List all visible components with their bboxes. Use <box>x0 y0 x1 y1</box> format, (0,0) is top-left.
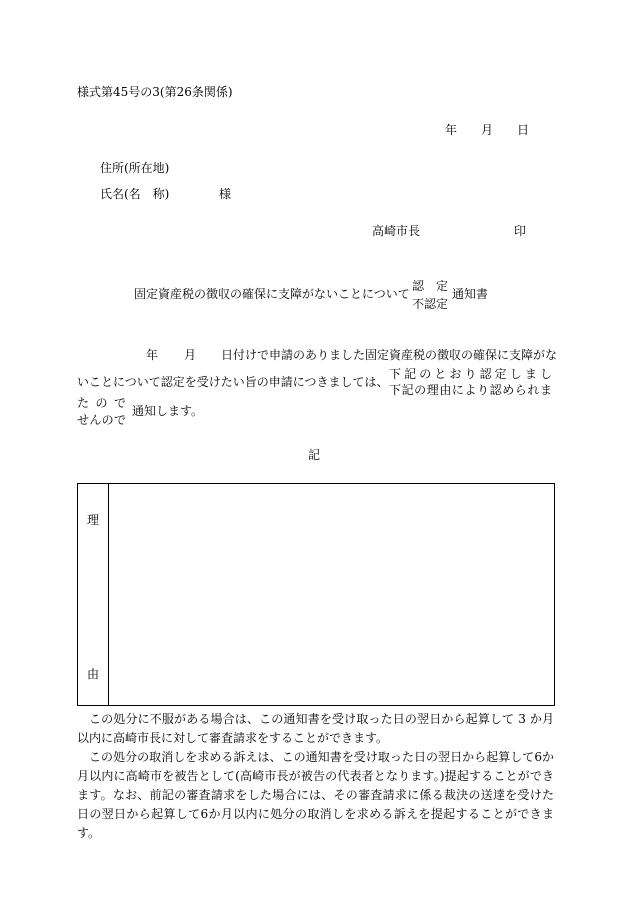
notice-paragraph-appeal: この処分に不服がある場合は、この通知書を受け取った日の翌日から起算して 3 か月以内に高崎市長に対して審査請求をすることができます。 <box>77 712 554 745</box>
body-closing: 通知します。 <box>132 404 204 418</box>
title-option-not-approved: 不認定 <box>412 297 449 311</box>
reason-box <box>77 483 555 706</box>
issuer-title: 高崎市長 <box>372 224 421 238</box>
form-number: 様式第45号の3(第26条関係) <box>77 85 233 99</box>
body-date-year: 年 <box>146 348 159 362</box>
date-day-label: 日 <box>517 123 530 137</box>
reason-label-bottom: 由 <box>87 667 100 681</box>
name-label: 氏名(名 称) <box>100 187 170 201</box>
body-choice-b-line2: せ ん の で <box>77 413 126 427</box>
notice-paragraph-lawsuit: この処分の取消しを求める訴えは、この通知書を受け取った日の翌日から起算して6か月以内に高崎市を被告として(高崎市長が被告の代表者となります。)提起することができます。なお、前記の審査請求をした場合には、その審査請求に係る裁決の送達を受けた日の翌日から起算して6か月以内に処分の取消しを求める訴えを提起することができます。 <box>77 750 554 840</box>
seal-mark: 印 <box>514 224 527 238</box>
body-choice-a-line1: 下 記 の と お り 認 定 し ま し <box>389 367 552 381</box>
title-prefix: 固定資産税の徴収の確保に支障がないことについて <box>134 287 410 301</box>
date-month-label: 月 <box>481 123 494 137</box>
body-choice-a-line2: た の で <box>77 396 126 410</box>
date-year-label: 年 <box>445 123 458 137</box>
reason-label-top: 理 <box>87 513 100 527</box>
body-choice-b-line1: 下 記 の 理 由 に よ り 認 め ら れ ま <box>389 383 552 397</box>
ki-label: 記 <box>308 448 321 462</box>
title-suffix: 通知書 <box>452 287 489 301</box>
body-date-month: 月 <box>184 348 197 362</box>
body-line2: いことについて認定を受けたい旨の申請につきましては、 <box>77 375 389 389</box>
body-line1: 日付けで申請のありました固定資産税の徴収の確保に支障がな <box>221 348 558 362</box>
reason-content-area <box>109 484 553 705</box>
honorific: 様 <box>219 187 232 201</box>
address-label: 住所(所在地) <box>100 161 170 175</box>
title-option-approved: 認 定 <box>412 279 449 293</box>
